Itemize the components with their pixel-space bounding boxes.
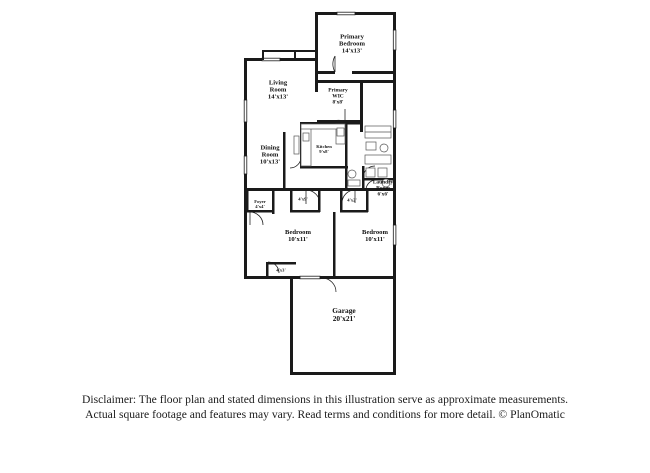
room-name: Foyer bbox=[254, 199, 266, 205]
disclaimer-text bbox=[0, 392, 650, 423]
room-dimensions: 6'x6' bbox=[377, 190, 389, 197]
room-name: Garage bbox=[332, 306, 356, 316]
room-dimensions: 4'x2' bbox=[347, 197, 357, 203]
room-dimensions: 8'x8' bbox=[332, 98, 344, 105]
room-name: Kitchen bbox=[316, 144, 332, 150]
room-name: Bedroom bbox=[362, 228, 388, 236]
room-name-2: Room bbox=[376, 185, 390, 192]
room-name: Bedroom bbox=[285, 228, 311, 236]
copyright-icon: © bbox=[498, 408, 508, 422]
room-name: Primary bbox=[328, 87, 348, 94]
room-dimensions: 4'x4' bbox=[255, 204, 265, 209]
room-dimensions: 9'x8' bbox=[319, 149, 329, 154]
room-name: Living bbox=[268, 79, 288, 87]
room-name-2: Room bbox=[261, 151, 279, 159]
room-name-2: Room bbox=[269, 86, 287, 94]
room-dimensions: 4'x9' bbox=[298, 196, 308, 202]
room-dimensions: 14'x13' bbox=[341, 47, 363, 55]
room-dimensions: 20'x21' bbox=[332, 314, 356, 323]
room-name: Primary bbox=[340, 33, 364, 41]
disclaimer-line-1: Disclaimer: The floor plan and stated dimensions in this illustration serve as approximate measurements. bbox=[82, 393, 568, 406]
disclaimer-line-2 bbox=[28, 407, 622, 422]
room-dimensions: 10'x11' bbox=[288, 236, 308, 243]
room-name: Dining bbox=[260, 144, 280, 152]
room-dimensions: 10'x13' bbox=[259, 158, 281, 166]
room-name-2: Bedroom bbox=[339, 40, 365, 48]
brand-name: PlanOmatic bbox=[507, 408, 565, 422]
disclaimer-line-2-text: Actual square footage and features may vary. Read terms and conditions for more detail. bbox=[85, 408, 499, 422]
room-name: Laundry bbox=[372, 179, 394, 186]
room-dimensions: 14'x13' bbox=[267, 93, 289, 101]
room-dimensions: 4'x3' bbox=[276, 267, 286, 273]
room-name-2: WIC bbox=[332, 93, 344, 100]
room-dimensions: 10'x11' bbox=[365, 236, 385, 243]
